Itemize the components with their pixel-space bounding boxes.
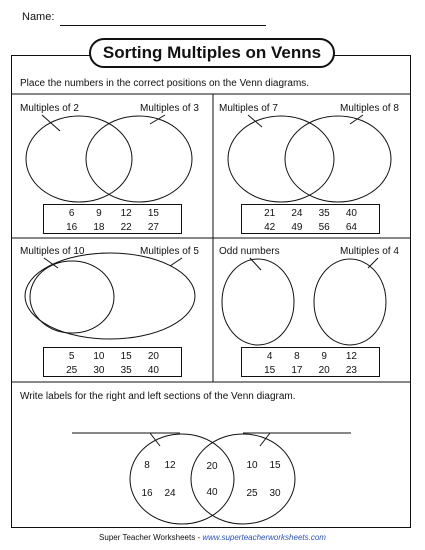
number[interactable]: 40 bbox=[147, 365, 159, 376]
left-set-label: Multiples of 10 bbox=[20, 246, 85, 257]
label-pointer bbox=[150, 433, 160, 446]
venn-number-right: 25 bbox=[246, 488, 258, 499]
footer-site-link[interactable]: www.superteacherworksheets.com bbox=[202, 533, 326, 542]
venn-circle-right bbox=[191, 434, 295, 524]
venn-number-left: 12 bbox=[164, 460, 176, 471]
number[interactable]: 9 bbox=[321, 351, 327, 362]
number[interactable]: 42 bbox=[264, 222, 276, 233]
label-pointer bbox=[350, 115, 363, 124]
label-pointer bbox=[170, 258, 182, 266]
number[interactable]: 15 bbox=[264, 365, 276, 376]
footer bbox=[0, 533, 425, 542]
venn-number-right: 15 bbox=[269, 460, 281, 471]
number[interactable]: 16 bbox=[66, 222, 78, 233]
venn-number-left: 8 bbox=[144, 460, 150, 471]
number[interactable]: 23 bbox=[345, 365, 357, 376]
left-set-label: Multiples of 7 bbox=[219, 103, 278, 114]
venn-number-middle: 40 bbox=[206, 487, 218, 498]
number[interactable]: 4 bbox=[266, 351, 273, 362]
number-box bbox=[43, 204, 182, 234]
worksheet-title: Sorting Multiples on Venns bbox=[89, 38, 335, 68]
number[interactable]: 17 bbox=[291, 365, 303, 376]
number[interactable]: 15 bbox=[147, 208, 159, 219]
venn-circle-left bbox=[26, 116, 132, 202]
venn-circle-right bbox=[314, 259, 386, 345]
number[interactable]: 30 bbox=[93, 365, 105, 376]
number[interactable]: 18 bbox=[93, 222, 105, 233]
label-pointer bbox=[150, 115, 165, 124]
number[interactable]: 6 bbox=[68, 208, 75, 219]
number[interactable]: 12 bbox=[120, 208, 132, 219]
left-set-label: Odd numbers bbox=[219, 246, 280, 257]
instruction-text: Write labels for the right and left sections of the Venn diagram. bbox=[20, 391, 296, 402]
number[interactable]: 56 bbox=[318, 222, 330, 233]
number[interactable]: 12 bbox=[345, 351, 357, 362]
number[interactable]: 49 bbox=[291, 222, 303, 233]
number-box bbox=[43, 347, 182, 377]
number[interactable]: 20 bbox=[318, 365, 330, 376]
number[interactable]: 10 bbox=[93, 351, 105, 362]
number[interactable]: 40 bbox=[345, 208, 357, 219]
venn-ellipse-inner bbox=[30, 261, 114, 333]
number[interactable]: 5 bbox=[68, 351, 75, 362]
right-set-label: Multiples of 5 bbox=[140, 246, 199, 257]
number-box bbox=[241, 347, 380, 377]
number[interactable]: 25 bbox=[66, 365, 78, 376]
right-set-label: Multiples of 3 bbox=[140, 103, 199, 114]
number[interactable]: 35 bbox=[120, 365, 132, 376]
number[interactable]: 22 bbox=[120, 222, 132, 233]
label-pointer bbox=[42, 115, 60, 131]
number[interactable]: 15 bbox=[120, 351, 132, 362]
right-set-label: Multiples of 8 bbox=[340, 103, 399, 114]
left-set-label: Multiples of 2 bbox=[20, 103, 79, 114]
venn-circle-left bbox=[228, 116, 334, 202]
right-set-label: Multiples of 4 bbox=[340, 246, 399, 257]
name-label: Name: bbox=[22, 11, 55, 23]
venn-circle-right bbox=[86, 116, 192, 202]
number[interactable]: 64 bbox=[345, 222, 357, 233]
venn-circle-right bbox=[285, 116, 391, 202]
number[interactable]: 24 bbox=[291, 208, 303, 219]
number[interactable]: 21 bbox=[264, 208, 276, 219]
venn-number-middle: 20 bbox=[206, 461, 218, 472]
number[interactable]: 27 bbox=[147, 222, 159, 233]
number[interactable]: 9 bbox=[96, 208, 102, 219]
instruction-text: Place the numbers in the correct positions on the Venn diagrams. bbox=[20, 78, 310, 89]
venn-number-left: 16 bbox=[141, 488, 153, 499]
footer-brand: Super Teacher Worksheets - bbox=[99, 533, 203, 542]
number-box bbox=[241, 204, 380, 234]
number[interactable]: 20 bbox=[147, 351, 159, 362]
venn-number-right: 10 bbox=[246, 460, 258, 471]
number[interactable]: 8 bbox=[294, 351, 300, 362]
venn-number-right: 30 bbox=[269, 488, 281, 499]
number[interactable]: 35 bbox=[318, 208, 330, 219]
venn-circle-left bbox=[130, 434, 234, 524]
venn-number-left: 24 bbox=[164, 488, 176, 499]
label-pointer bbox=[248, 115, 262, 127]
venn-circle-left bbox=[222, 259, 294, 345]
label-pointer bbox=[250, 258, 261, 270]
label-pointer bbox=[368, 258, 378, 268]
